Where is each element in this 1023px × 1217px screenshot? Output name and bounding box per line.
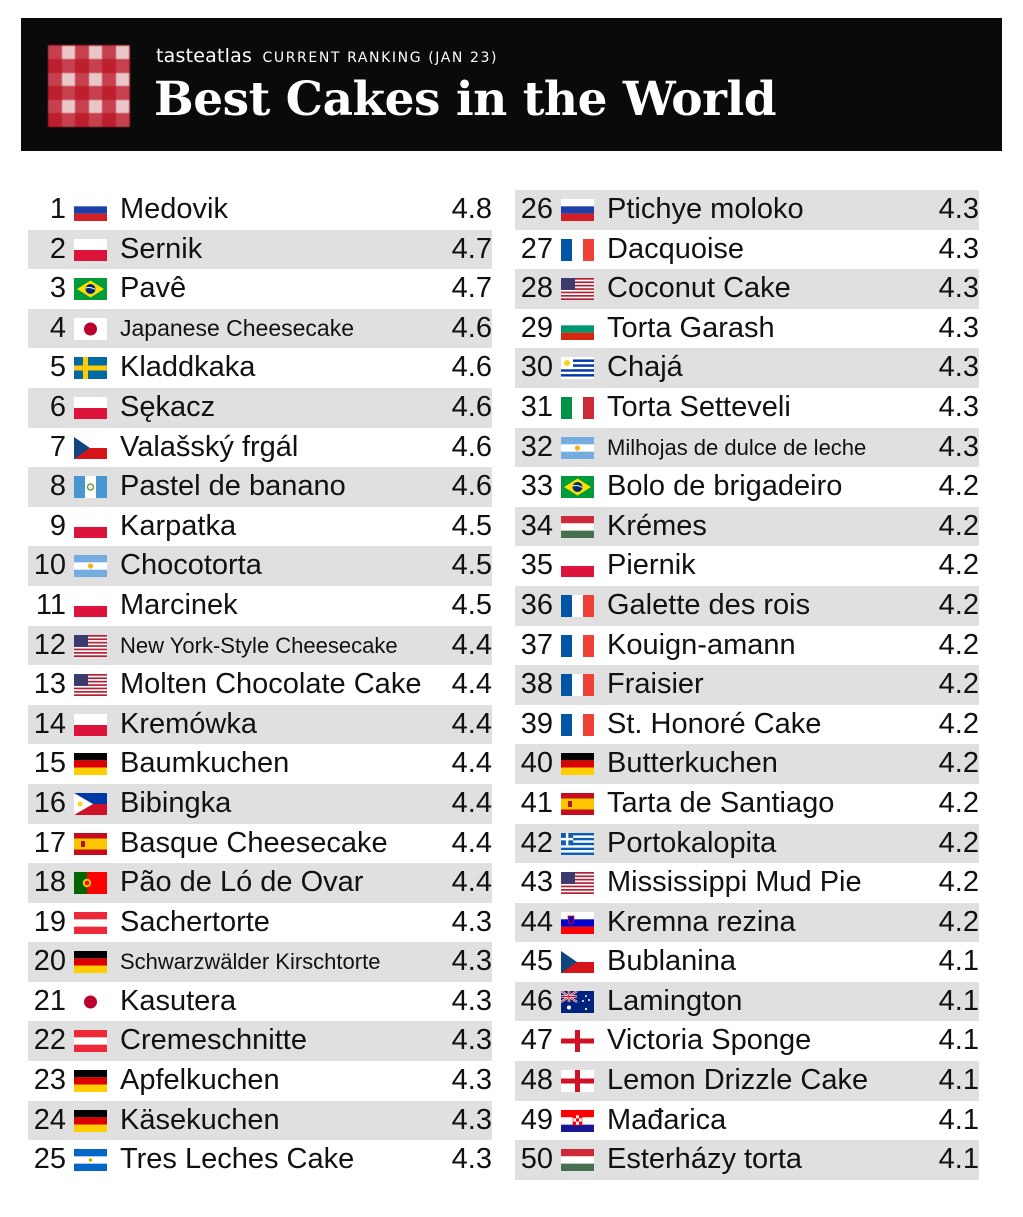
- ranking-row[interactable]: [28, 824, 492, 864]
- rating-score: 4.1: [938, 1103, 979, 1136]
- philippines-flag-icon: [74, 793, 107, 815]
- rank-number: 16: [33, 786, 66, 819]
- czechia-flag-icon: [561, 951, 594, 973]
- cake-name[interactable]: Bolo de brigadeiro: [607, 470, 843, 503]
- cake-name[interactable]: Medovik: [120, 193, 228, 225]
- hungary-flag-icon: [561, 1149, 594, 1171]
- ranking-row[interactable]: [515, 388, 979, 428]
- usa-flag-icon: [74, 674, 107, 696]
- france-flag-icon: [561, 239, 594, 261]
- rating-score: 4.4: [451, 628, 492, 661]
- rating-score: 4.2: [938, 549, 979, 582]
- rating-score: 4.4: [451, 826, 492, 859]
- cake-name[interactable]: Kasutera: [120, 984, 237, 1017]
- rating-score: 4.7: [451, 232, 492, 265]
- ranking-row[interactable]: [28, 348, 492, 388]
- ranking-row[interactable]: [28, 230, 492, 270]
- ranking-row[interactable]: [515, 230, 979, 270]
- cake-name[interactable]: Baumkuchen: [120, 747, 290, 780]
- cake-name[interactable]: Karpatka: [120, 509, 237, 542]
- poland-flag-icon: [74, 595, 107, 617]
- cake-name[interactable]: St. Honoré Cake: [607, 707, 822, 740]
- ranking-row[interactable]: [515, 1140, 979, 1180]
- usa-flag-icon: [561, 872, 594, 894]
- bulgaria-flag-icon: [561, 318, 594, 340]
- ranking-label: CURRENT RANKING (JAN 23): [262, 50, 499, 66]
- england-flag-icon: [561, 1030, 594, 1052]
- rank-number: 33: [520, 470, 553, 503]
- ranking-row[interactable]: [28, 309, 492, 349]
- rating-score: 4.6: [451, 470, 492, 503]
- uruguay-flag-icon: [561, 357, 594, 379]
- rating-score: 4.2: [938, 747, 979, 780]
- ranking-row[interactable]: [515, 626, 979, 666]
- spain-flag-icon: [561, 793, 594, 815]
- ranking-row[interactable]: [28, 942, 492, 982]
- rank-number: 24: [33, 1103, 66, 1136]
- ranking-row[interactable]: [28, 1061, 492, 1101]
- rating-score: 4.8: [451, 193, 492, 225]
- rank-number: 30: [520, 351, 553, 384]
- rank-number: 2: [49, 232, 66, 265]
- rating-score: 4.1: [938, 1024, 979, 1057]
- germany-flag-icon: [74, 951, 107, 973]
- ranking-row[interactable]: [515, 586, 979, 626]
- italy-flag-icon: [561, 397, 594, 419]
- cake-name[interactable]: Victoria Sponge: [607, 1024, 812, 1057]
- rank-number: 49: [520, 1103, 553, 1136]
- rank-number: 32: [520, 430, 553, 463]
- czechia-flag-icon: [74, 437, 107, 459]
- rank-number: 28: [520, 272, 553, 305]
- rank-number: 26: [520, 193, 553, 225]
- ranking-row[interactable]: [515, 309, 979, 349]
- rating-score: 4.2: [938, 509, 979, 542]
- ranking-column-left: [28, 190, 492, 1180]
- guatemala-flag-icon: [74, 476, 107, 498]
- poland-flag-icon: [74, 397, 107, 419]
- cake-name[interactable]: Chajá: [607, 351, 683, 384]
- rank-number: 22: [33, 1024, 66, 1057]
- ranking-row[interactable]: [515, 348, 979, 388]
- cake-name[interactable]: Milhojas de dulce de leche: [607, 434, 867, 460]
- cake-name[interactable]: Fraisier: [607, 668, 704, 701]
- cake-name[interactable]: Käsekuchen: [120, 1103, 280, 1136]
- cake-name[interactable]: Sernik: [120, 232, 203, 265]
- cake-name[interactable]: Schwarzwälder Kirschtorte: [120, 949, 381, 975]
- portugal-flag-icon: [74, 872, 107, 894]
- poland-flag-icon: [74, 239, 107, 261]
- rank-number: 8: [49, 470, 66, 503]
- ranking-row[interactable]: [28, 1101, 492, 1141]
- rating-score: 4.1: [938, 984, 979, 1017]
- checkered-tablecloth-logo: [48, 45, 130, 127]
- rating-score: 4.6: [451, 390, 492, 423]
- ranking-row[interactable]: [28, 784, 492, 824]
- rank-number: 12: [33, 628, 66, 661]
- cake-name[interactable]: Ptichye moloko: [607, 193, 804, 225]
- ranking-row[interactable]: [28, 586, 492, 626]
- cake-name[interactable]: Mađarica: [607, 1103, 727, 1136]
- rank-number: 36: [520, 588, 553, 621]
- russia-flag-icon: [561, 199, 594, 221]
- france-flag-icon: [561, 635, 594, 657]
- rating-score: 4.3: [938, 272, 979, 305]
- nicaragua-flag-icon: [74, 1149, 107, 1171]
- rank-number: 38: [520, 668, 553, 701]
- rating-score: 4.3: [938, 232, 979, 265]
- rank-number: 23: [33, 1064, 66, 1097]
- rank-number: 29: [520, 311, 553, 344]
- cake-name[interactable]: Dacquoise: [607, 232, 745, 265]
- rank-number: 39: [520, 707, 553, 740]
- cake-name[interactable]: Krémes: [607, 509, 707, 542]
- cake-name[interactable]: Esterházy torta: [607, 1143, 803, 1176]
- cake-name[interactable]: Molten Chocolate Cake: [120, 668, 422, 701]
- ranking-row[interactable]: [515, 705, 979, 745]
- cake-name[interactable]: New York-Style Cheesecake: [120, 632, 398, 658]
- rank-number: 3: [49, 272, 66, 305]
- rank-number: 31: [520, 390, 553, 423]
- ranking-row[interactable]: [28, 744, 492, 784]
- australia-flag-icon: [561, 991, 594, 1013]
- cake-name[interactable]: Lemon Drizzle Cake: [607, 1064, 869, 1097]
- cake-name[interactable]: Lamington: [607, 984, 743, 1017]
- rating-score: 4.6: [451, 430, 492, 463]
- rank-number: 46: [520, 984, 553, 1017]
- cake-name[interactable]: Portokalopita: [607, 826, 777, 859]
- ranking-row[interactable]: [28, 467, 492, 507]
- ranking-row[interactable]: [28, 705, 492, 745]
- ranking-row[interactable]: [28, 269, 492, 309]
- cake-name[interactable]: Galette des rois: [607, 588, 811, 621]
- rank-number: 47: [520, 1024, 553, 1057]
- cake-name[interactable]: Torta Setteveli: [607, 390, 791, 423]
- rank-number: 7: [49, 430, 66, 463]
- rating-score: 4.2: [938, 866, 979, 899]
- rating-score: 4.3: [938, 430, 979, 463]
- rank-number: 13: [33, 668, 66, 701]
- ranking-row[interactable]: [28, 903, 492, 943]
- rating-score: 4.4: [451, 786, 492, 819]
- cake-name[interactable]: Kladdkaka: [120, 351, 256, 384]
- rank-number: 20: [33, 945, 66, 978]
- rating-score: 4.5: [451, 588, 492, 621]
- cake-name[interactable]: Butterkuchen: [607, 747, 778, 780]
- rating-score: 4.3: [451, 1064, 492, 1097]
- cake-name[interactable]: Kremówka: [120, 707, 257, 740]
- poland-flag-icon: [561, 555, 594, 577]
- rating-score: 4.4: [451, 668, 492, 701]
- ranking-row[interactable]: [28, 982, 492, 1022]
- ranking-row[interactable]: [515, 982, 979, 1022]
- rating-score: 4.6: [451, 311, 492, 344]
- cake-name[interactable]: Bibingka: [120, 786, 232, 819]
- ranking-row[interactable]: [515, 903, 979, 943]
- ranking-row[interactable]: [28, 507, 492, 547]
- rating-score: 4.1: [938, 1064, 979, 1097]
- ranking-row[interactable]: [28, 428, 492, 468]
- cake-name[interactable]: Basque Cheesecake: [120, 826, 388, 859]
- rating-score: 4.7: [451, 272, 492, 305]
- germany-flag-icon: [561, 753, 594, 775]
- ranking-row[interactable]: [515, 863, 979, 903]
- poland-flag-icon: [74, 516, 107, 538]
- ranking-row[interactable]: [515, 1061, 979, 1101]
- rank-number: 40: [520, 747, 553, 780]
- england-flag-icon: [561, 1070, 594, 1092]
- cake-name[interactable]: Piernik: [607, 549, 696, 582]
- austria-flag-icon: [74, 912, 107, 934]
- ranking-row[interactable]: [515, 190, 979, 230]
- cake-name[interactable]: Mississippi Mud Pie: [607, 866, 862, 899]
- japan-flag-icon: [74, 991, 107, 1013]
- brazil-flag-icon: [561, 476, 594, 498]
- cake-name[interactable]: Tres Leches Cake: [120, 1143, 355, 1176]
- cake-name[interactable]: Cremeschnitte: [120, 1024, 307, 1057]
- rank-number: 21: [33, 984, 66, 1017]
- rank-number: 34: [520, 509, 553, 542]
- page-title: Best Cakes in the World: [154, 72, 777, 127]
- france-flag-icon: [561, 714, 594, 736]
- rating-score: 4.3: [451, 984, 492, 1017]
- rank-number: 4: [49, 311, 66, 344]
- rank-number: 15: [33, 747, 66, 780]
- argentina-flag-icon: [561, 437, 594, 459]
- ranking-row[interactable]: [515, 546, 979, 586]
- ranking-row[interactable]: [515, 428, 979, 468]
- cake-name[interactable]: Chocotorta: [120, 549, 262, 582]
- rank-number: 10: [33, 549, 66, 582]
- rating-score: 4.3: [451, 1024, 492, 1057]
- rating-score: 4.3: [451, 1143, 492, 1176]
- ranking-row[interactable]: [515, 467, 979, 507]
- rank-number: 11: [35, 588, 66, 621]
- rating-score: 4.5: [451, 549, 492, 582]
- cake-name[interactable]: Sękacz: [120, 390, 216, 423]
- cake-name[interactable]: Valašský frgál: [120, 430, 299, 463]
- rank-number: 48: [520, 1064, 553, 1097]
- rating-score: 4.2: [938, 628, 979, 661]
- rating-score: 4.6: [451, 351, 492, 384]
- rank-number: 9: [49, 509, 66, 542]
- cake-name[interactable]: Marcinek: [120, 588, 238, 621]
- rank-number: 6: [49, 390, 66, 423]
- cake-name[interactable]: Torta Garash: [607, 311, 775, 344]
- rating-score: 4.3: [938, 193, 979, 225]
- rating-score: 4.2: [938, 668, 979, 701]
- rank-number: 27: [520, 232, 553, 265]
- cake-name[interactable]: Sachertorte: [120, 905, 270, 938]
- rank-number: 5: [49, 351, 66, 384]
- ranking-row[interactable]: [28, 665, 492, 705]
- rating-score: 4.2: [938, 470, 979, 503]
- cake-name[interactable]: Pavê: [120, 272, 187, 305]
- rating-score: 4.2: [938, 588, 979, 621]
- rank-number: 25: [33, 1143, 66, 1176]
- austria-flag-icon: [74, 1030, 107, 1052]
- rank-number: 50: [520, 1143, 553, 1176]
- germany-flag-icon: [74, 753, 107, 775]
- rating-score: 4.4: [451, 707, 492, 740]
- rank-number: 37: [520, 628, 553, 661]
- sweden-flag-icon: [74, 357, 107, 379]
- rating-score: 4.3: [451, 945, 492, 978]
- usa-flag-icon: [561, 278, 594, 300]
- cake-name[interactable]: Kouign-amann: [607, 628, 796, 661]
- rating-score: 4.3: [938, 390, 979, 423]
- france-flag-icon: [561, 595, 594, 617]
- rank-number: 19: [33, 905, 66, 938]
- ranking-row[interactable]: [28, 388, 492, 428]
- rating-score: 4.2: [938, 786, 979, 819]
- rank-number: 17: [33, 826, 66, 859]
- poland-flag-icon: [74, 714, 107, 736]
- ranking-row[interactable]: [28, 1021, 492, 1061]
- ranking-row[interactable]: [515, 744, 979, 784]
- cake-name[interactable]: Apfelkuchen: [120, 1064, 280, 1097]
- cake-name[interactable]: Coconut Cake: [607, 272, 791, 305]
- argentina-flag-icon: [74, 555, 107, 577]
- ranking-row[interactable]: [515, 665, 979, 705]
- rating-score: 4.2: [938, 905, 979, 938]
- rank-number: 14: [33, 707, 66, 740]
- cake-name[interactable]: Tarta de Santiago: [607, 786, 835, 819]
- greece-flag-icon: [561, 833, 594, 855]
- ranking-row[interactable]: [28, 546, 492, 586]
- rank-number: 18: [33, 866, 66, 899]
- ranking-row[interactable]: [515, 507, 979, 547]
- rating-score: 4.2: [938, 707, 979, 740]
- brand-line: [156, 45, 498, 69]
- rating-score: 4.1: [938, 945, 979, 978]
- cake-name[interactable]: Pastel de banano: [120, 470, 346, 503]
- rating-score: 4.3: [451, 905, 492, 938]
- rank-number: 42: [520, 826, 553, 859]
- brand-name[interactable]: tasteatlas: [156, 45, 253, 67]
- rating-score: 4.5: [451, 509, 492, 542]
- cake-name[interactable]: Bublanina: [607, 945, 736, 978]
- ranking-row[interactable]: [28, 1140, 492, 1180]
- ranking-row[interactable]: [515, 824, 979, 864]
- rating-score: 4.1: [938, 1143, 979, 1176]
- rating-score: 4.2: [938, 826, 979, 859]
- ranking-row[interactable]: [515, 942, 979, 982]
- ranking-row[interactable]: [28, 863, 492, 903]
- rank-number: 44: [520, 905, 553, 938]
- germany-flag-icon: [74, 1070, 107, 1092]
- slovenia-flag-icon: [561, 912, 594, 934]
- rank-number: 45: [520, 945, 553, 978]
- rank-number: 1: [49, 193, 66, 225]
- ranking-row[interactable]: [515, 1101, 979, 1141]
- ranking-row[interactable]: [515, 1021, 979, 1061]
- rating-score: 4.3: [938, 311, 979, 344]
- spain-flag-icon: [74, 833, 107, 855]
- header-banner: [21, 18, 1002, 151]
- germany-flag-icon: [74, 1110, 107, 1132]
- france-flag-icon: [561, 674, 594, 696]
- rating-score: 4.3: [451, 1103, 492, 1136]
- cake-name[interactable]: Kremna rezina: [607, 905, 796, 938]
- ranking-row[interactable]: [28, 190, 492, 230]
- hungary-flag-icon: [561, 516, 594, 538]
- rank-number: 35: [520, 549, 553, 582]
- japan-flag-icon: [74, 318, 107, 340]
- cake-name[interactable]: Pão de Ló de Ovar: [120, 866, 364, 899]
- usa-flag-icon: [74, 635, 107, 657]
- rating-score: 4.4: [451, 866, 492, 899]
- ranking-row[interactable]: [515, 784, 979, 824]
- ranking-row[interactable]: [28, 626, 492, 666]
- croatia-flag-icon: [561, 1110, 594, 1132]
- rating-score: 4.3: [938, 351, 979, 384]
- russia-flag-icon: [74, 199, 107, 221]
- rating-score: 4.4: [451, 747, 492, 780]
- rank-number: 41: [520, 786, 553, 819]
- ranking-column-right: [515, 190, 979, 1180]
- rank-number: 43: [520, 866, 553, 899]
- ranking-row[interactable]: [515, 269, 979, 309]
- cake-name[interactable]: Japanese Cheesecake: [120, 314, 354, 341]
- brazil-flag-icon: [74, 278, 107, 300]
